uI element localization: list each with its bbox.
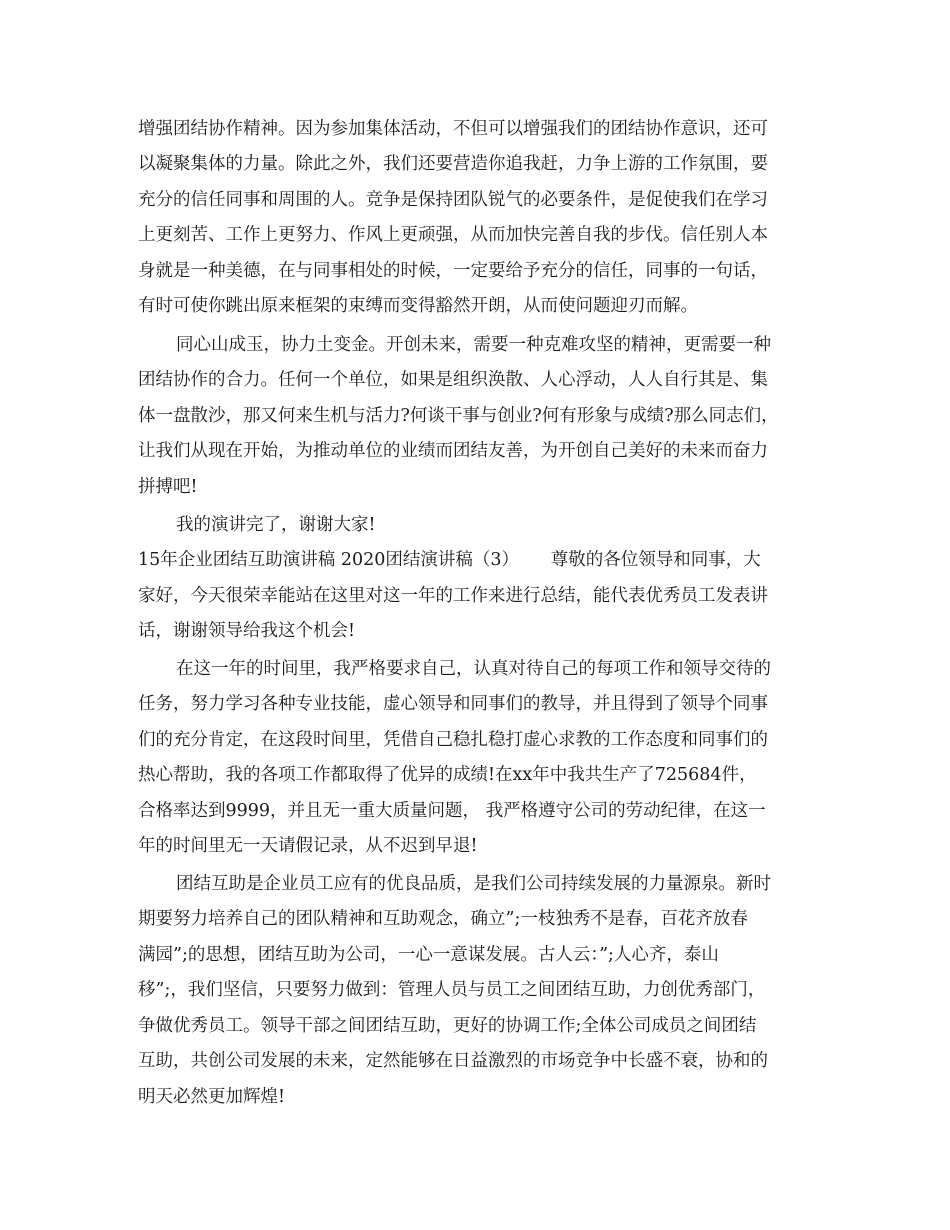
text-line: 同心山成玉，协力土变金。开创未来，需要一种克难攻坚的精神，更需要一种 [176,335,771,355]
text-line: 话，谢谢领导给我这个机会! [138,621,356,641]
text-line: 体一盘散沙，那又何来生机与活力?何谈干事与创业?何有形象与成绩?那么同志们， [138,406,779,426]
text-line: 移”;，我们坚信，只要努力做到：管理人员与员工之间团结互助，力创优秀部门， [138,980,766,1000]
text-line: 明天必然更加辉煌! [138,1087,286,1107]
text-line: 热心帮助，我的各项工作都取得了优异的成绩!在xx年中我共生产了725684件， [138,765,757,785]
text-line: 15年企业团结互助演讲稿 2020团结演讲稿（3） 尊敬的各位领导和同事，大 [138,550,761,570]
text-line: 增强团结协作精神。因为参加集体活动，不但可以增强我们的团结协作意识，还可 [138,119,768,139]
text-line: 家好，今天很荣幸能站在这里对这一年的工作来进行总结，能代表优秀员工发表讲 [138,586,768,606]
text-line: 合格率达到9999，并且无一重大质量问题， 我严格遵守公司的劳动纪律，在这一 [138,801,766,821]
text-line: 上更刻苦、工作上更努力、作风上更顽强，从而加快完善自我的步伐。信任别人本 [138,225,768,245]
text-line: 身就是一种美德，在与同事相处的时候，一定要给予充分的信任，同事的一句话， [138,261,768,281]
text-line: 我的演讲完了，谢谢大家! [176,515,376,535]
text-line: 年的时间里无一天请假记录，从不迟到早退! [138,836,478,856]
text-line: 充分的信任同事和周围的人。竞争是保持团队锐气的必要条件，是促使我们在学习 [138,190,768,210]
text-line: 拼搏吧! [138,477,198,497]
text-line: 团结协作的合力。任何一个单位，如果是组织涣散、人心浮动，人人自行其是、集 [138,370,768,390]
text-line: 满园”;的思想，团结互助为公司，一心一意谋发展。古人云：”;人心齐，泰山 [138,945,719,965]
text-line: 争做优秀员工。领导干部之间团结互助，更好的协调工作;全体公司成员之间团结 [138,1016,757,1036]
text-line: 们的充分肯定，在这段时间里，凭借自己稳扎稳打虚心求教的工作态度和同事们的 [138,730,768,750]
text-line: 让我们从现在开始，为推动单位的业绩而团结友善，为开创自己美好的未来而奋力 [138,441,768,461]
text-line: 任务，努力学习各种专业技能，虚心领导和同事们的教导，并且得到了领导个同事 [138,694,768,714]
text-line: 团结互助是企业员工应有的优良品质，是我们公司持续发展的力量源泉。新时 [176,874,771,894]
text-line: 在这一年的时间里，我严格要求自己，认真对待自己的每项工作和领导交待的 [176,659,771,679]
text-line: 互助，共创公司发展的未来，定然能够在日益激烈的市场竞争中长盛不衰，协和的 [138,1051,768,1071]
text-line: 以凝聚集体的力量。除此之外，我们还要营造你追我赶，力争上游的工作氛围，要 [138,154,768,174]
text-line: 期要努力培养自己的团队精神和互助观念，确立”;一枝独秀不是春，百花齐放春 [138,909,748,929]
text-line: 有时可使你跳出原来框架的束缚而变得豁然开朗，从而使问题迎刃而解。 [138,296,698,316]
